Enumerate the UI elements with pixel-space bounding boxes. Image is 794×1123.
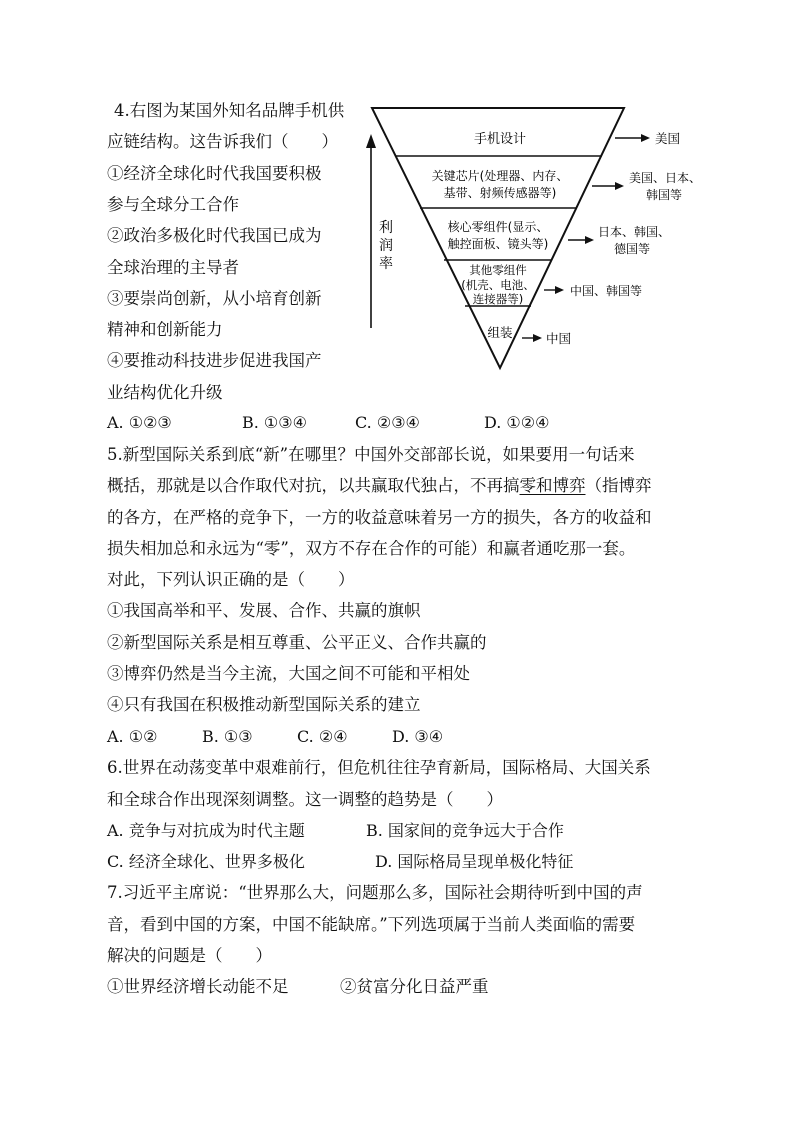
layer-assembly (487, 325, 571, 346)
q5-option-b: B. ①③ (202, 727, 253, 746)
q6-option-d: D. 国际格局呈现单极化特征 (375, 852, 574, 871)
layer-target: 美国、日本、 (629, 171, 702, 185)
layer-label: 手机设计 (473, 132, 527, 147)
q5-item: ④只有我国在积极推动新型国际关系的建立 (107, 695, 421, 714)
q5-item: ③博弈仍然是当今主流，大国之间不可能和平相处 (107, 664, 470, 683)
zero-sum-game-term: 零和博弈 (519, 476, 586, 495)
q4-line: ②政治多极化时代我国已成为 (107, 226, 322, 245)
q4-option-a: A. ①②③ (107, 413, 172, 432)
q4-line: ④要推动科技进步促进我国产 (107, 351, 322, 370)
supply-chain-diagram (360, 100, 720, 380)
q4-line: 参与全球分工合作 (107, 195, 239, 214)
layer-label: 其他零组件 (469, 263, 527, 277)
q5-line (107, 476, 652, 496)
layer-target: 韩国等 (646, 188, 683, 202)
profit-axis-arrowhead (366, 134, 376, 148)
q7-item: ①世界经济增长动能不足 (107, 977, 289, 996)
arrow-head (533, 334, 542, 342)
layer-phone-design (474, 131, 680, 147)
q5-line: 5.新型国际关系到底“新”在哪里？中国外交部部长说，如果要用一句话来 (107, 445, 635, 464)
layer-label: 关键芯片(处理器、内存、 (431, 169, 569, 183)
q5-line-text: 概括，那就是以合作取代对抗，以共赢取代独占，不再搞 (107, 476, 520, 495)
arrow-head (555, 286, 564, 294)
q5-item: ②新型国际关系是相互尊重、公平正义、合作共赢的 (107, 633, 487, 652)
q4-option-b: B. ①③④ (242, 413, 307, 432)
q5-option-d: D. ③④ (392, 727, 444, 746)
layer-target: 德国等 (614, 242, 651, 256)
axis-label-char: 利 (379, 220, 393, 236)
q4-line: 全球治理的主导者 (107, 258, 239, 277)
layer-target: 日本、韩国、 (598, 225, 671, 239)
layer-other-components (461, 263, 642, 306)
q4-line: 精神和创新能力 (107, 320, 223, 339)
q5-line: 损失相加总和永远为“零”，双方不存在合作的可能）和赢者通吃那一套。 (107, 539, 636, 558)
layer-core-components (448, 219, 670, 256)
q4-line: ③要崇尚创新，从小培育创新 (107, 289, 322, 308)
layer-label: 触控面板、镜头等) (447, 237, 549, 251)
arrow-head (641, 134, 650, 142)
q5-line: 对此，下列认识正确的是（ ） (107, 570, 355, 589)
q7-line: 7.习近平主席说：“世界那么大，问题那么多，国际社会期待听到中国的声 (107, 883, 643, 902)
layer-target: 中国 (546, 331, 572, 346)
q4-line: 4.右图为某国外知名品牌手机供 (114, 101, 345, 120)
q7-line: 音，看到中国的方案，中国不能缺席。”下列选项属于当前人类面临的需要 (107, 915, 636, 934)
layer-label: 组装 (487, 325, 513, 340)
layer-target: 中国、韩国等 (570, 284, 643, 298)
axis-label-char: 润 (379, 238, 393, 254)
layer-target: 美国 (655, 131, 681, 146)
arrow-head (585, 236, 594, 244)
q4-line: 业结构优化升级 (107, 383, 223, 402)
q6-line: 和全球合作出现深刻调整。这一调整的趋势是（ ） (107, 790, 503, 809)
q6-option-a: A. 竞争与对抗成为时代主题 (107, 821, 305, 840)
q5-line-text: （指博弈 (585, 476, 652, 495)
layer-key-chips (432, 168, 701, 202)
axis-label-char: 率 (379, 256, 393, 272)
arrow-head (615, 182, 624, 190)
q5-line: 的各方，在严格的竞争下，一方的收益意味着另一方的损失，各方的收益和 (107, 508, 652, 527)
q6-line: 6.世界在动荡变革中艰难前行，但危机往往孕育新局，国际格局、大国关系 (107, 758, 651, 777)
layer-label: 连接器等) (472, 292, 524, 306)
q4-option-c: C. ②③④ (355, 413, 420, 432)
q7-line: 解决的问题是（ ） (107, 946, 272, 965)
q5-item: ①我国高举和平、发展、合作、共赢的旗帜 (107, 601, 421, 620)
q4-line: 应链结构。这告诉我们（ ） (107, 132, 338, 151)
q5-option-a: A. ①② (107, 727, 158, 746)
layer-label: 基带、射频传感器等) (443, 186, 557, 200)
layer-label: (机壳、电池、 (461, 278, 535, 292)
q7-item: ②贫富分化日益严重 (340, 977, 489, 996)
layer-label: 核心零组件(显示、 (447, 220, 549, 234)
q6-option-b: B. 国家间的竞争远大于合作 (366, 821, 564, 840)
q6-option-c: C. 经济全球化、世界多极化 (107, 852, 305, 871)
q5-option-c: C. ②④ (297, 727, 348, 746)
q4-option-d: D. ①②④ (484, 413, 550, 432)
q4-line: ①经济全球化时代我国要积极 (107, 164, 322, 183)
